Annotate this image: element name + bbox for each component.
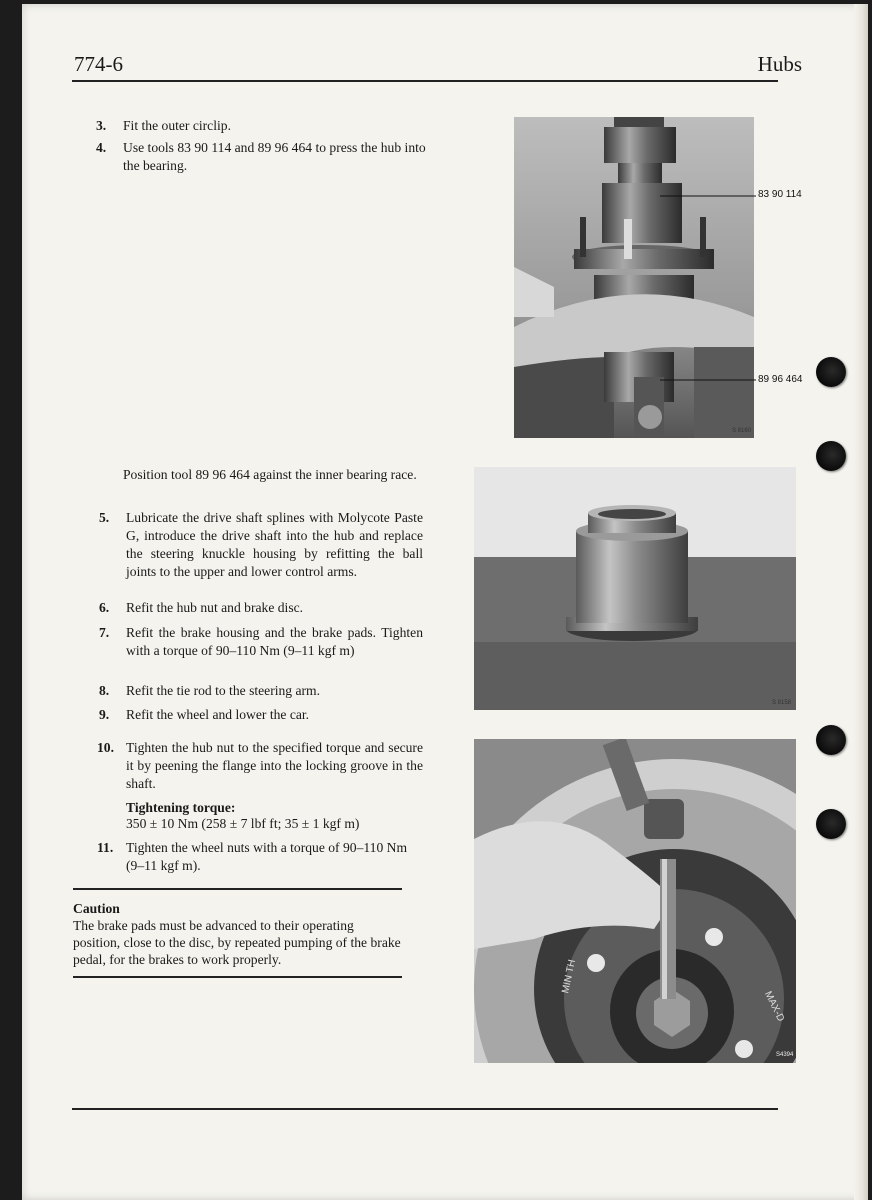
caution-box: [73, 888, 402, 978]
step-number: 10.: [97, 740, 114, 755]
step-11: [97, 839, 423, 875]
section-title: Hubs: [757, 52, 802, 76]
label-tool-89-96-464: 89 96 464: [758, 374, 803, 385]
figure-1-leaders: [660, 180, 760, 390]
step-text: Tighten the wheel nuts with a torque of 90–110 Nm (9–11 kgf m).: [126, 840, 408, 873]
step-text: Tighten the hub nut to the specified torque and secure it by peening the flange into the locking groove in the shaft.: [126, 740, 423, 791]
step-8: [99, 682, 423, 700]
torque-label: Tightening torque:: [126, 800, 236, 815]
figure-id: S 8160: [732, 428, 752, 434]
step-number: 4.: [96, 140, 107, 155]
page-edge-shadow: [854, 4, 868, 1200]
step-text: Refit the wheel and lower the car.: [126, 707, 310, 722]
position-note-text: Position tool 89 96 464 against the inner bearing race.: [123, 467, 417, 482]
position-note: [123, 466, 423, 484]
figure-id: S4394: [776, 1052, 794, 1058]
figure-press-tool: [474, 467, 796, 710]
step-text: Refit the hub nut and brake disc.: [126, 600, 304, 615]
step-number: 5.: [99, 510, 110, 525]
step-number: 11.: [97, 840, 114, 855]
step-number: 3.: [96, 118, 107, 133]
footer-rule: [72, 1108, 778, 1110]
label-tool-83-90-114: 83 90 114: [758, 189, 802, 200]
rim-text-min: MIN TH: [560, 958, 579, 995]
step-5: [99, 509, 423, 581]
figure-hub-nut-peening: [474, 739, 796, 1063]
step-6: [99, 599, 423, 617]
figure-id: S 8158: [772, 700, 792, 706]
caution-text: The brake pads must be advanced to their operating position, close to the disc, by repeated pumping of the brake pedal, for the brakes to work properly.: [73, 918, 401, 967]
step-4: [96, 139, 426, 175]
binder-hole-2: [816, 441, 846, 471]
step-text: Refit the brake housing and the brake pads. Tighten with a torque of 90–110 Nm (9–11 kgf m): [126, 625, 423, 658]
binder-hole-4: [816, 809, 846, 839]
step-7: [99, 624, 423, 660]
header-rule: [72, 80, 778, 82]
step-3: [96, 117, 426, 135]
press-tool-photo: [474, 467, 796, 710]
peening-photo: [474, 739, 796, 1063]
step-number: 8.: [99, 683, 110, 698]
step-text: Fit the outer circlip.: [123, 118, 231, 133]
step-number: 7.: [99, 625, 110, 640]
step-9: [99, 706, 423, 724]
caution-heading: Caution: [73, 901, 120, 916]
rim-text-max: MAX-D: [762, 989, 787, 1024]
step-number: 6.: [99, 600, 110, 615]
step-number: 9.: [99, 707, 110, 722]
torque-value: 350 ± 10 Nm (258 ± 7 lbf ft; 35 ± 1 kgf m): [126, 816, 360, 831]
step-text: Refit the tie rod to the steering arm.: [126, 683, 321, 698]
step-text: Use tools 83 90 114 and 89 96 464 to press the hub into the bearing.: [123, 140, 426, 173]
step-text: Lubricate the drive shaft splines with Molycote Paste G, introduce the drive shaft into the hub and replace the steering knuckle housing by refitting the ball joints to the upper and lower control arms.: [126, 510, 423, 579]
binder-hole-3: [816, 725, 846, 755]
binder-hole-1: [816, 357, 846, 387]
page-number: 774-6: [74, 52, 123, 76]
step-10: [97, 739, 423, 793]
